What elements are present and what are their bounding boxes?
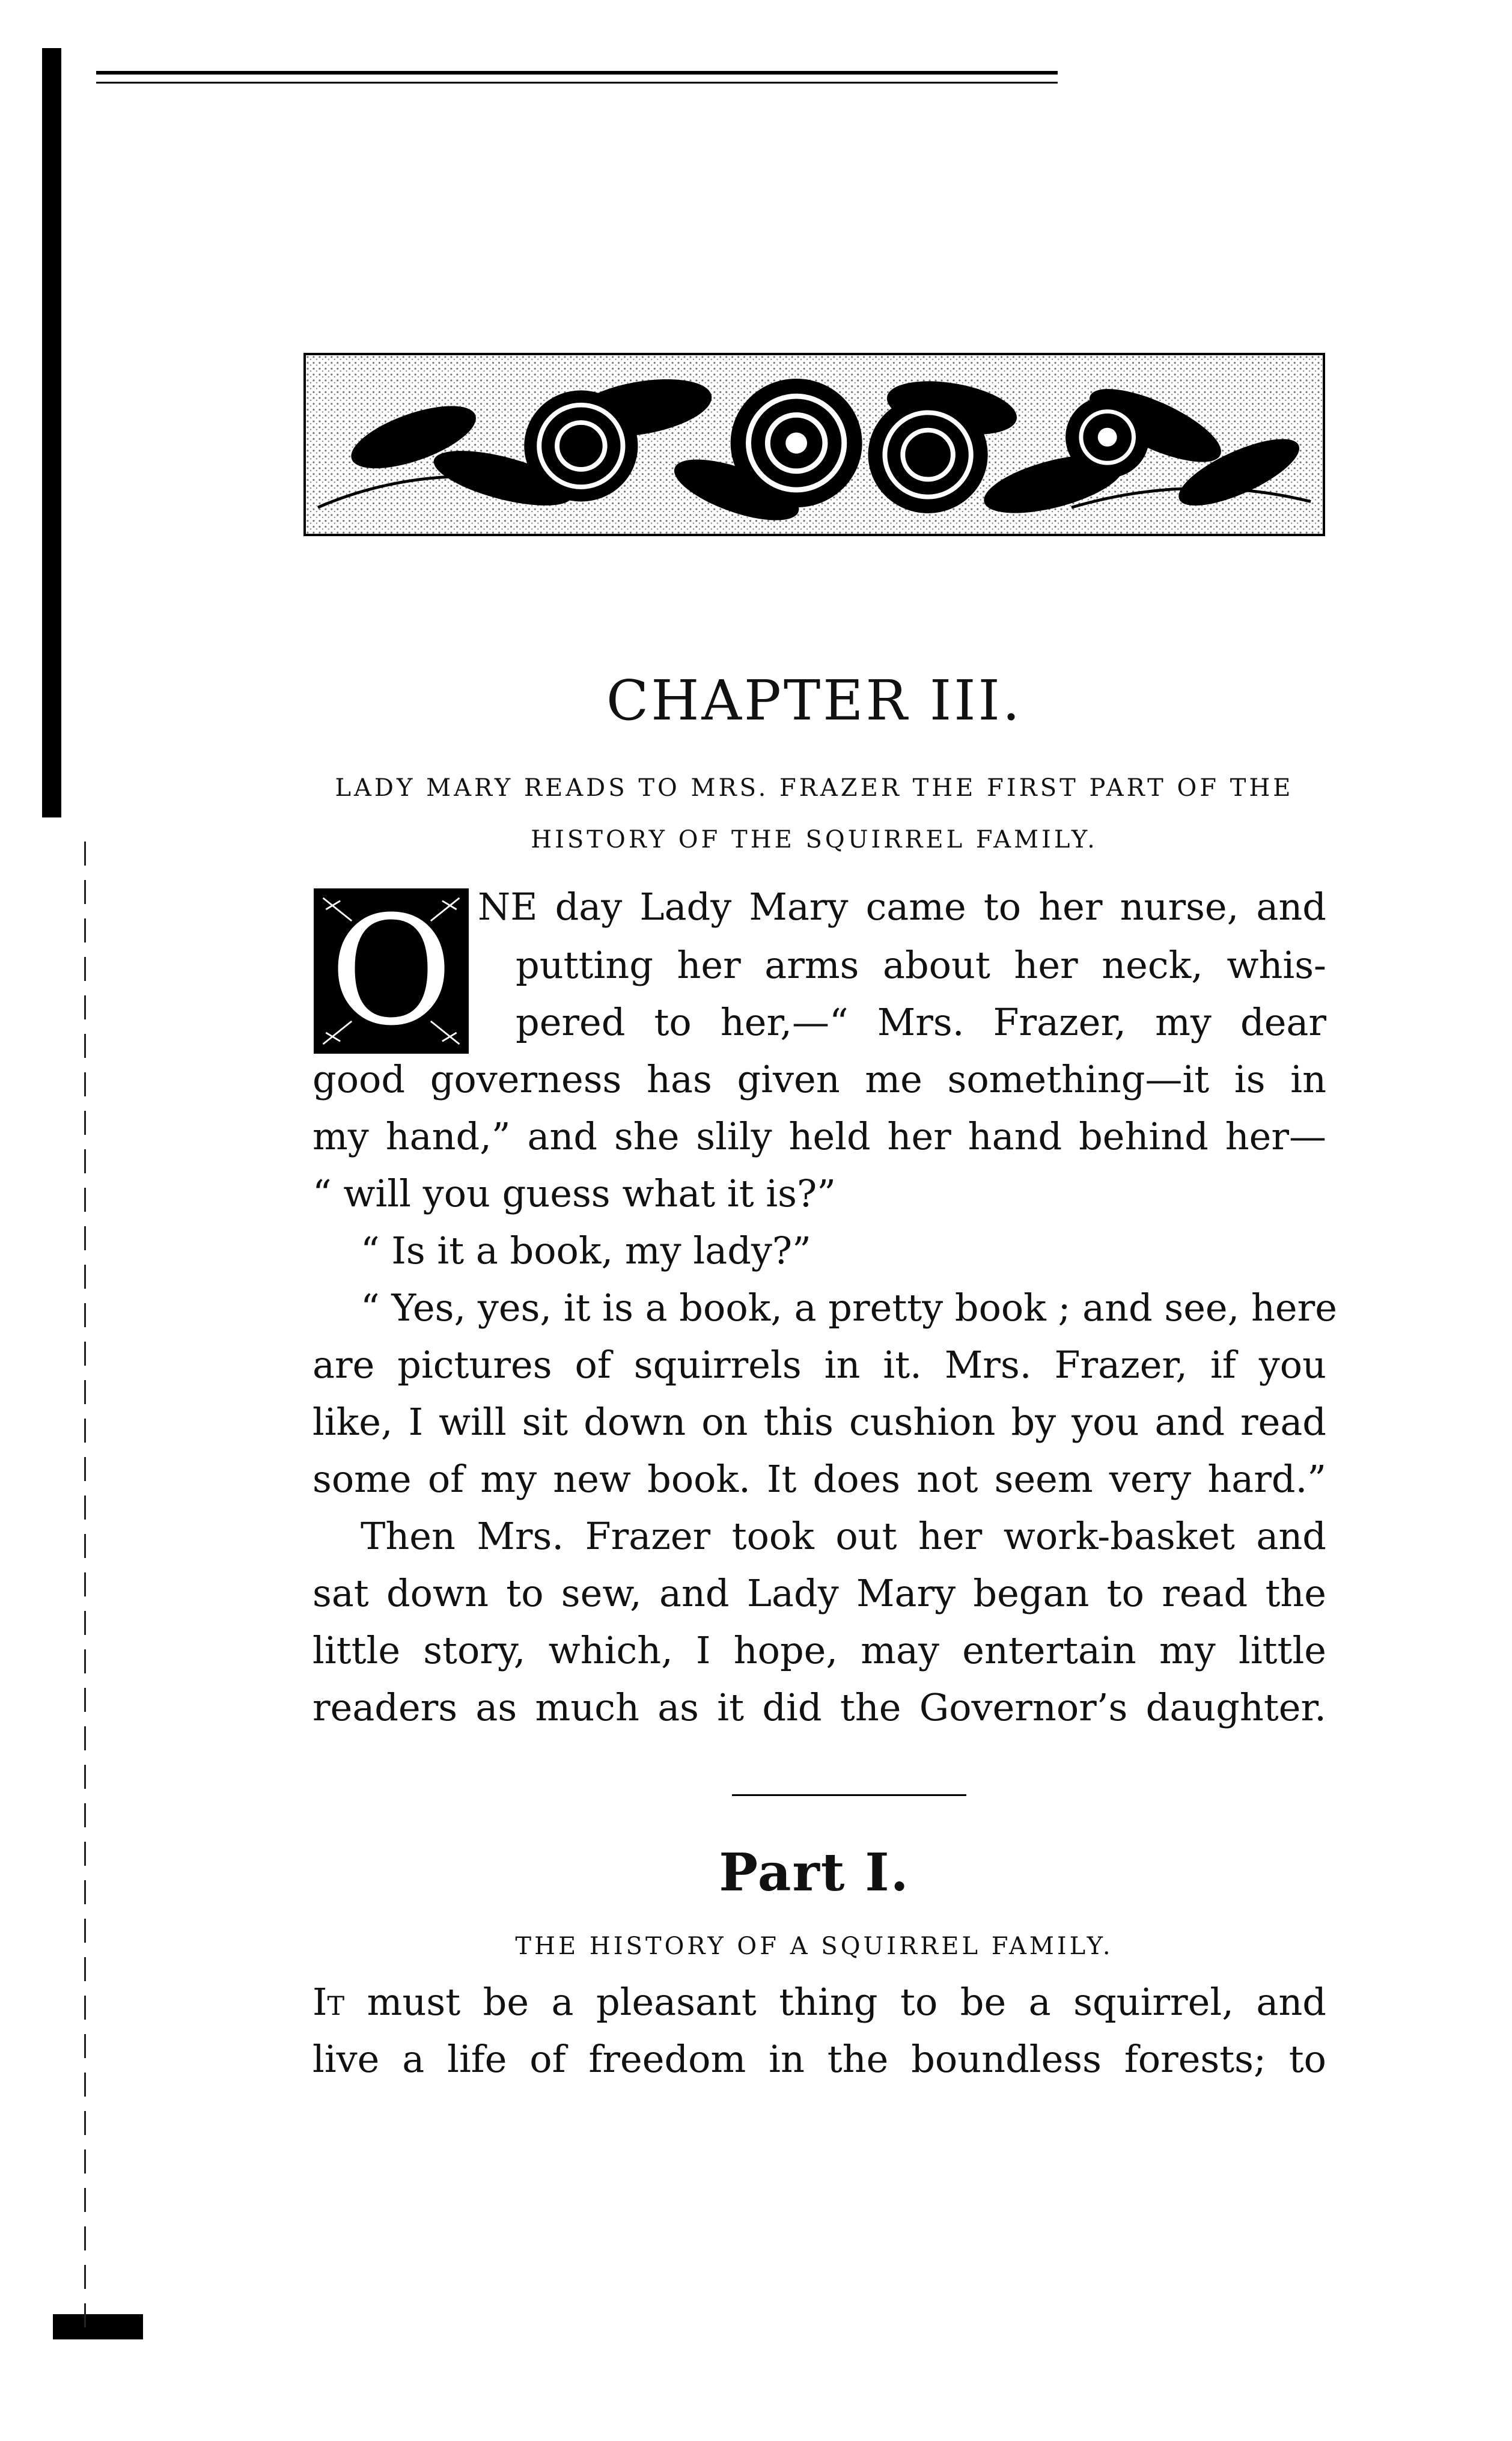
book-spine: [42, 48, 61, 817]
floral-headpiece: [303, 353, 1325, 536]
text-line: my hand,” and she slily held her hand behind her—: [312, 1114, 1326, 1158]
text-line: little story, which, I hope, may entertain my little: [312, 1628, 1326, 1672]
rose-ornament-icon: [306, 355, 1323, 534]
chapter-title: CHAPTER III.: [606, 668, 1023, 733]
text-line: like, I will sit down on this cushion by you and read: [312, 1400, 1326, 1444]
text-line: some of my new book. It does not seem very hard.”: [312, 1457, 1326, 1501]
text-line: are pictures of squirrels in it. Mrs. Frazer, if you: [312, 1343, 1326, 1387]
drop-cap-letter: O: [329, 883, 453, 1059]
text-line: live a life of freedom in the boundless forests; to: [312, 2037, 1326, 2081]
top-rule: [96, 71, 1058, 75]
text-line: Then Mrs. Frazer took out her work-basket and: [361, 1514, 1326, 1558]
text-line: putting her arms about her neck, whis-: [516, 943, 1326, 987]
lead-word: It: [312, 1980, 345, 2024]
chapter-subtitle-line-1: LADY MARY READS TO MRS. FRAZER THE FIRST PART OF THE: [335, 774, 1294, 802]
text-line: sat down to sew, and Lady Mary began to read the: [312, 1571, 1326, 1615]
chapter-subtitle: [303, 762, 1325, 866]
text-line: “ will you guess what it is?”: [312, 1172, 836, 1215]
part-title: Part I.: [719, 1842, 910, 1903]
drop-cap: [314, 883, 469, 1059]
chapter-subtitle-line-2: HISTORY OF THE SQUIRREL FAMILY.: [531, 826, 1098, 854]
text-line: “ Yes, yes, it is a book, a pretty book ; and see, here: [361, 1286, 1337, 1330]
top-rule-thin: [96, 82, 1058, 84]
text-line: NE day Lady Mary came to her nurse, and: [478, 885, 1326, 929]
text-line: [312, 1980, 1326, 2024]
lead-line-rest: must be a pleasant thing to be a squirrel, and: [367, 1980, 1326, 2024]
part-subtitle: THE HISTORY OF A SQUIRREL FAMILY.: [515, 1932, 1114, 1960]
gutter-shadow: [84, 842, 86, 2332]
text-line: pered to her,—“ Mrs. Frazer, my dear: [516, 1000, 1326, 1044]
text-line: readers as much as it did the Governor’s daughter.: [312, 1685, 1326, 1729]
book-spine-foot: [53, 2314, 143, 2339]
text-line: “ Is it a book, my lady?”: [361, 1229, 811, 1272]
section-divider: [732, 1794, 966, 1796]
text-line: good governess has given me something—it is in: [312, 1057, 1326, 1101]
